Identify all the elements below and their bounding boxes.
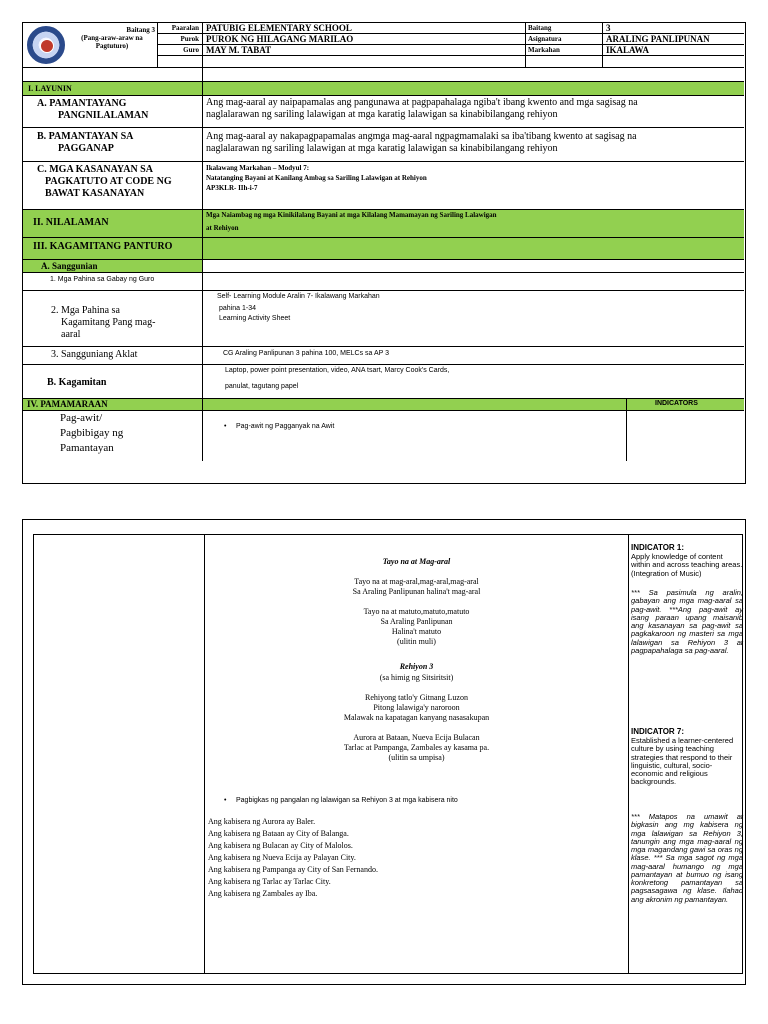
pamamaraan-heading: IV. PAMAMARAAN bbox=[27, 399, 108, 409]
pagganap-text-2: naglalarawan ng sariling lalawigan at mga karatig lalawigan sa kinabibilangang rehiyon bbox=[206, 143, 558, 154]
pamantayang-text: Ang mag-aaral ay naipapamalas ang pangunawa at pagpapahalaga ngiba't ibang kwento and mga sagisag na bbox=[206, 97, 638, 108]
indicators-heading: INDICATORS bbox=[655, 400, 698, 407]
capital-line: Ang kabisera ng Nueva Ecija ay Palayan City. bbox=[208, 853, 356, 862]
paaralan-label: Paaralan bbox=[171, 24, 199, 32]
kagamitan-heading: III. KAGAMITANG PANTURO bbox=[33, 241, 173, 252]
pahina-text-2: pahina 1-34 bbox=[219, 305, 256, 312]
lesson-plan-page-2 bbox=[22, 519, 746, 985]
kasanayan-label-3: BAWAT KASANAYAN bbox=[45, 188, 145, 199]
kagamitan-b-text: Laptop, power point presentation, video, ANA tsart, Marcy Cook's Cards, bbox=[225, 367, 450, 374]
pagganap-label-2: PAGGANAP bbox=[58, 143, 114, 154]
indicator7-title: INDICATOR 7: bbox=[631, 727, 685, 736]
song2-line: Malawak na kapatagan kanyang nasasakupan bbox=[343, 713, 490, 722]
aklat-text: CG Araling Panlipunan 3 pahina 100, MELCs sa AP 3 bbox=[223, 350, 390, 357]
song2-line: Pitong lalawiga'y naroroon bbox=[373, 703, 460, 712]
pamantayang-text-2: naglalarawan ng sariling lalawigan at mga karatig lalawigan sa kinabibilangang rehiyon bbox=[206, 109, 558, 120]
song1-line: Sa Araling Panlipunan bbox=[380, 617, 453, 626]
kasanayan-label: C. MGA KASANAYAN SA bbox=[37, 164, 153, 175]
pahina-text-3: Learning Activity Sheet bbox=[219, 315, 291, 322]
pamantayang-label: A. PAMANTAYANG bbox=[37, 98, 127, 109]
capital-line: Ang kabisera ng Tarlac ay Tarlac City. bbox=[208, 877, 331, 886]
kagamitan-b-text-2: panulat, tagutang papel bbox=[225, 383, 299, 390]
grade-label: Baitang 3 bbox=[126, 26, 155, 34]
baitang-label: Baitang bbox=[528, 24, 552, 32]
pamantayang-label-2: PANGNILALAMAN bbox=[58, 110, 149, 121]
pagganap-label: B. PAMANTAYAN SA bbox=[37, 131, 134, 142]
markahan-value: IKALAWA bbox=[606, 45, 650, 55]
indicator1-text: Apply knowledge of content within and across teaching areas. (Integration of Music) bbox=[631, 552, 743, 578]
capital-line: Ang kabisera ng Zambales ay Iba. bbox=[208, 889, 318, 898]
pahina-label-3: aaral bbox=[61, 329, 81, 340]
layunin-heading: I. LAYUNIN bbox=[28, 84, 72, 93]
purok-value: PUROK NG HILAGANG MARILAO bbox=[206, 34, 354, 44]
kasanayan-label-2: PAGKATUTO AT CODE NG bbox=[45, 176, 172, 187]
kasanayan-text-2: Natatanging Bayani at Kanilang Ambag sa Sariling Lalawigan at Rehiyon bbox=[206, 174, 427, 182]
purok-label: Purok bbox=[180, 35, 199, 43]
nilalaman-heading: II. NILALAMAN bbox=[33, 217, 109, 228]
deped-seal-icon bbox=[27, 26, 65, 64]
capital-line: Ang kabisera ng Aurora ay Baler. bbox=[208, 817, 316, 826]
kasanayan-text: Ikalawang Markahan – Modyul 7: bbox=[206, 164, 310, 172]
layunin-band bbox=[23, 81, 744, 95]
song1-line: Tayo na at matuto,matuto,matuto bbox=[363, 607, 470, 616]
nilalaman-text: Mga Naiambag ng mga Kinikilalang Bayani at mga Kilalang Mamamayan ng Sariling Lalawigan bbox=[206, 211, 497, 219]
pahina-text: Self- Learning Module Aralin 7- Ikalawang Markahan bbox=[217, 293, 380, 300]
song1-line: Halina't matuto bbox=[391, 627, 442, 636]
capital-line: Ang kabisera ng Bataan ay City of Balanga. bbox=[208, 829, 349, 838]
markahan-label: Markahan bbox=[528, 46, 560, 54]
song1-line: Tayo na at mag-aral,mag-aral,mag-aral bbox=[354, 577, 479, 586]
sanggunian-heading: A. Sanggunian bbox=[41, 261, 98, 271]
kasanayan-code: AP3KLR- IIh-i-7 bbox=[206, 184, 258, 192]
asignatura-value: ARALING PANLIPUNAN bbox=[606, 34, 710, 44]
baitang-value: 3 bbox=[606, 23, 611, 33]
song1-title: Tayo na at Mag-aral bbox=[382, 557, 451, 566]
pagganap-text: Ang mag-aaral ay nakapagpapamalas angmga mag-aaral ngpagmamalaki sa iba'tibang kwento at sagisag na bbox=[206, 131, 637, 142]
asignatura-label: Asignatura bbox=[528, 35, 562, 43]
kabisera-bullet: • Pagbigkas ng pangalan ng lalawigan sa Rehiyon 3 at mga kabisera nito bbox=[236, 797, 458, 805]
song2-subtitle: (sa himig ng Sitsiritsit) bbox=[379, 673, 454, 682]
pagawit-label-3: Pamantayan bbox=[60, 442, 114, 454]
nilalaman-text-2: at Rehiyon bbox=[206, 224, 239, 232]
continuation-table bbox=[33, 534, 743, 974]
capital-line: Ang kabisera ng Bulacan ay City of Malolos. bbox=[208, 841, 353, 850]
kagamitan-b-label: B. Kagamitan bbox=[47, 377, 107, 388]
pahina-label-2: Kagamitang Pang mag- bbox=[61, 317, 156, 328]
pamamaraan-band bbox=[23, 398, 744, 410]
indicator7-note: *** Matapos na umawit at bigkasin ang mg kabisera ng mga lalawigan sa Rehiyon 3, tanungin ang mga mag-aaral ng mga magandang gawi sa oras ng klase. *** Sa mga sagot ng mga mag-aaral humango ng mga pamantayan at bumuo ng isang konkretong pamantayan sa pagsasagawa ng klase. Ilahad ang akronim ng pamantayan. bbox=[631, 812, 743, 904]
indicator7-text: Established a learner-centered culture by using teaching strategies that respond to their linguistic, cultural, socio-economic and religious backgrounds. bbox=[631, 736, 734, 787]
aklat-label: 3. Sangguniang Aklat bbox=[51, 349, 138, 360]
pagawit-label: Pag-awit/ bbox=[60, 412, 103, 424]
lesson-plan-page-1 bbox=[22, 22, 746, 484]
song2-line: Tarlac at Pampanga, Zambales ay kasama pa. bbox=[343, 743, 490, 752]
song2-title: Rehiyon 3 bbox=[399, 662, 434, 671]
capital-line: Ang kabisera ng Pampanga ay City of San Fernando. bbox=[208, 865, 378, 874]
song2-line: Rehiyong tatlo'y Gitnang Luzon bbox=[365, 693, 468, 702]
indicator1-title: INDICATOR 1: bbox=[631, 543, 685, 552]
song2-line: (ulitin sa umpisa) bbox=[388, 753, 445, 762]
guro-label: Guro bbox=[183, 46, 199, 54]
song1-line: Sa Araling Panlipunan halina't mag-aral bbox=[352, 587, 481, 596]
pahina-label: 2. Mga Pahina sa bbox=[51, 305, 120, 316]
song1-line: (ulitin muli) bbox=[397, 637, 436, 646]
pagawit-label-2: Pagbibigay ng bbox=[60, 427, 124, 439]
gabay-label: 1. Mga Pahina sa Gabay ng Guro bbox=[50, 276, 155, 283]
school-name: PATUBIG ELEMENTARY SCHOOL bbox=[206, 23, 352, 33]
pagawit-bullet: • Pag-awit ng Pagganyak na Awit bbox=[236, 423, 334, 431]
song2-line: Aurora at Bataan, Nueva Ecija Bulacan bbox=[353, 733, 480, 742]
daily-plan-label: (Pang-araw-araw na Pagtuturo) bbox=[81, 34, 143, 50]
guro-value: MAY M. TABAT bbox=[206, 45, 272, 55]
indicator1-note: *** Sa pasimula ng aralin, gabayan ang mga mag-aaral sa pag-awit. ***Ang pag-awit ay isang paraan upang maisanib ang kasanayan sa pag-awit sa pagkakaroon ng masteri sa mga lalawigan sa Rehiyon 3 at pagpapahalaga sa pag-aaral. bbox=[631, 588, 743, 655]
